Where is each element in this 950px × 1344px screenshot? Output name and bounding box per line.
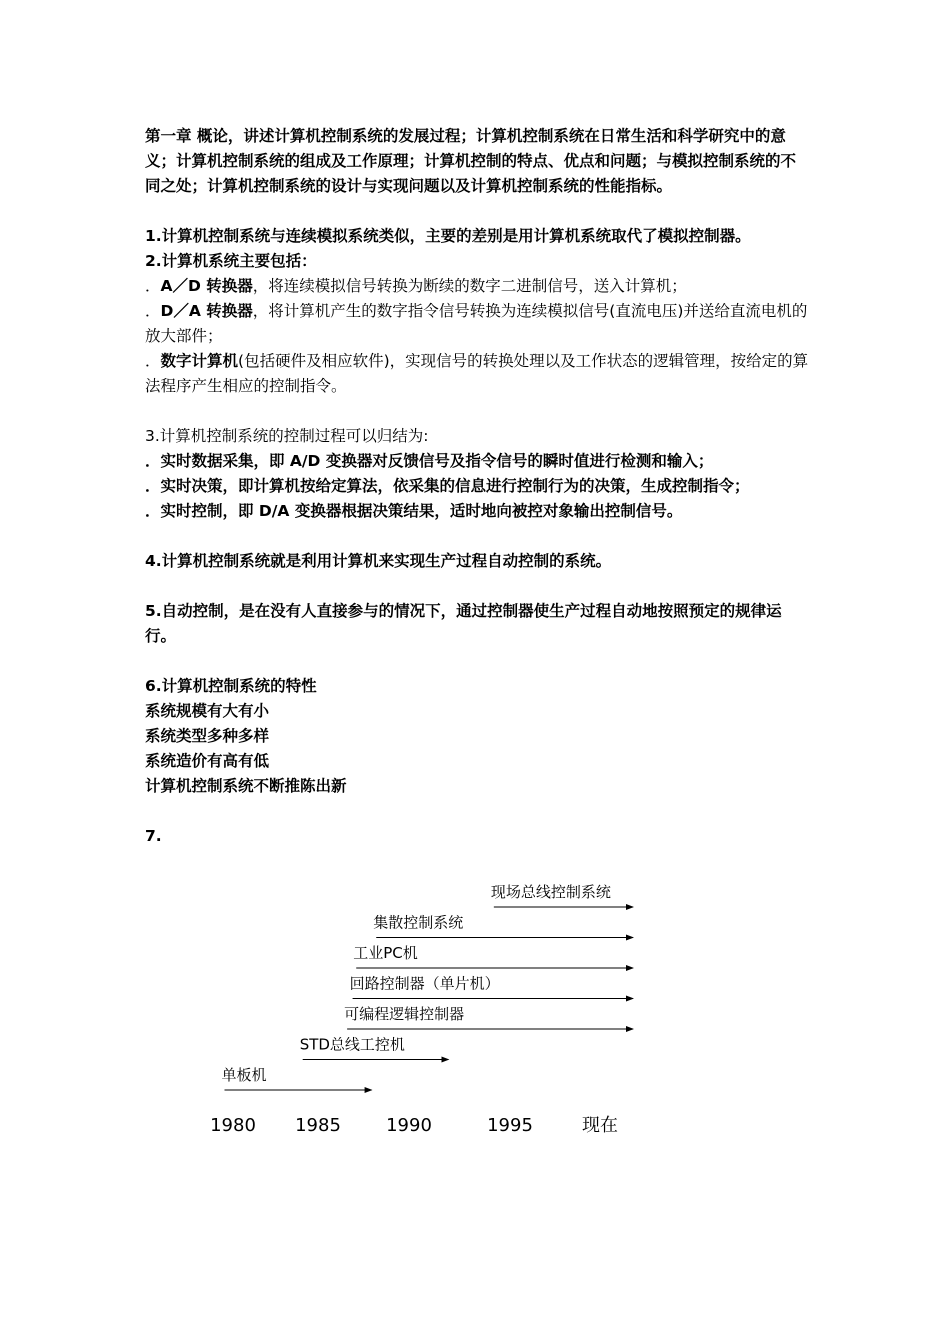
chapter-intro: 第一章 概论，讲述计算机控制系统的发展过程；计算机控制系统在日常生活和科学研究中的意义；计算机控制系统的组成及工作原理；计算机控制的特点、优点和问题；与模拟控制系统的不同之处；计算机控制系统的设计与实现问题以及计算机控制系统的性能指标。 xyxy=(145,127,797,195)
timeline-axis-label: 现在 xyxy=(582,1115,618,1136)
timeline-axis-label: 1985 xyxy=(295,1115,341,1136)
item-desc: ，将连续模拟信号转换为断续的数字二进制信号，送入计算机； xyxy=(252,277,687,295)
timeline-axis-label: 1995 xyxy=(487,1115,533,1136)
point-3-item: ．实时数据采集，即 A/D 变换器对反馈信号及指令信号的瞬时值进行检测和输入； xyxy=(145,452,714,470)
item-term: D／A 转换器 xyxy=(160,302,253,320)
point-3-title: 3.计算机控制系统的控制过程可以归结为: xyxy=(145,427,429,445)
item-desc: ，将计算机产生的数字指令信号转换为连续模拟信号(直流电压)并送给直流电机的放大部件； xyxy=(145,302,808,345)
timeline-bar-label: 可编程逻辑控制器 xyxy=(344,1005,465,1023)
timeline-bar-label: 集散控制系统 xyxy=(373,913,464,932)
timeline-axis-label: 1990 xyxy=(386,1115,432,1136)
timeline-bar-label: STD总线工控机 xyxy=(299,1035,405,1054)
point-6-item: 系统造价有高有低 xyxy=(145,752,270,770)
point-6-item: 系统规模有大有小 xyxy=(145,702,270,720)
point-1: 1.计算机控制系统与连续模拟系统类似，主要的差别是用计算机系统取代了模拟控制器。 xyxy=(145,227,751,245)
timeline-axis-label: 1980 xyxy=(210,1115,256,1136)
timeline-bar-label: 回路控制器（单片机） xyxy=(349,974,500,993)
point-7: 7. xyxy=(145,827,162,845)
point-6-title: 6.计算机控制系统的特性 xyxy=(145,677,317,695)
item-term: 数字计算机 xyxy=(160,352,239,370)
timeline-bar-label: 现场总线控制系统 xyxy=(490,883,611,901)
bullet: ． xyxy=(145,352,161,370)
bullet: ． xyxy=(145,302,161,320)
point-2-title: 2.计算机系统主要包括： xyxy=(145,252,317,270)
timeline-bar-label: 单板机 xyxy=(221,1066,267,1084)
item-desc: (包括硬件及相应软件)，实现信号的转换处理以及工作状态的逻辑管理，按给定的算法程序产生相应的控制指令。 xyxy=(145,352,809,395)
bullet: ． xyxy=(145,277,161,295)
point-6-item: 系统类型多种多样 xyxy=(145,727,270,745)
timeline-bar-label: 工业PC机 xyxy=(353,944,418,962)
point-6-item: 计算机控制系统不断推陈出新 xyxy=(145,777,347,795)
point-4: 4.计算机控制系统就是利用计算机来实现生产过程自动控制的系统。 xyxy=(145,552,612,570)
point-3-item: ．实时控制，即 D/A 变换器根据决策结果，适时地向被控对象输出控制信号。 xyxy=(145,502,683,520)
point-3-item: ．实时决策，即计算机按给定算法，依采集的信息进行控制行为的决策，生成控制指令； xyxy=(145,477,750,495)
item-term: A／D 转换器 xyxy=(160,277,253,295)
point-5: 5.自动控制，是在没有人直接参与的情况下，通过控制器使生产过程自动地按照预定的规律运行。 xyxy=(145,602,782,645)
